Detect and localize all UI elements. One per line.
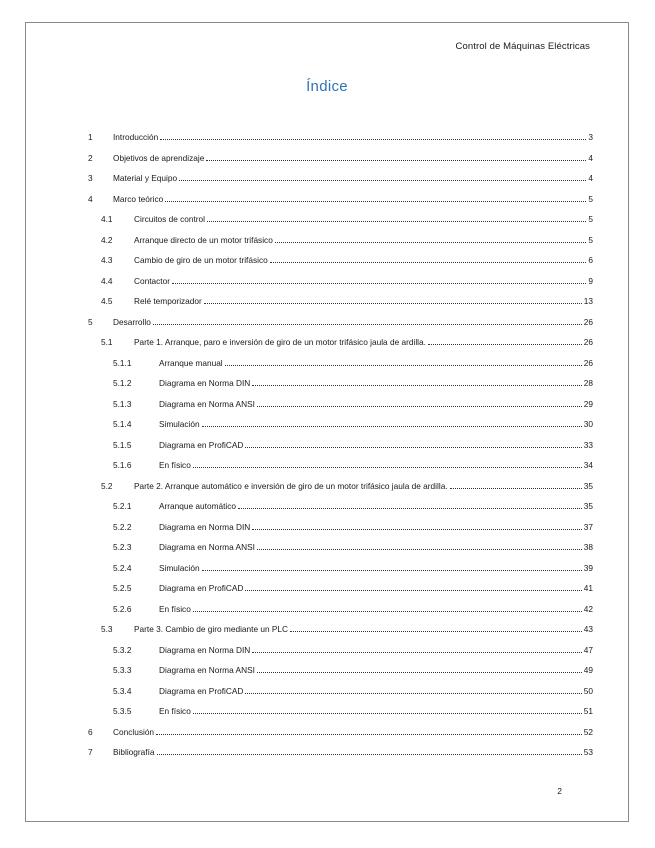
toc-entry-page: 13 <box>583 296 593 306</box>
toc-entry-number: 7 <box>88 747 93 757</box>
toc-entry[interactable] <box>88 746 593 758</box>
toc-leader-dots <box>252 652 581 653</box>
toc-entry[interactable] <box>88 726 593 738</box>
toc-leader-dots <box>428 344 582 345</box>
toc-entry[interactable] <box>88 603 593 615</box>
toc-entry[interactable] <box>88 685 593 697</box>
toc-entry-title: Diagrama en Norma ANSI <box>159 398 255 409</box>
toc-entry-number: 3 <box>88 173 93 183</box>
toc-leader-dots <box>193 713 582 714</box>
toc-entry-number: 5.2.2 <box>113 521 132 532</box>
toc-entry-page: 26 <box>583 337 593 347</box>
toc-entry[interactable] <box>88 275 593 287</box>
toc-entry-number: 5.1 <box>101 337 113 347</box>
toc-entry-number: 5.1.2 <box>113 378 132 388</box>
toc-entry-title: Parte 1. Arranque, paro e inversión de giro de un motor trifásico jaula de ardilla. <box>134 337 426 347</box>
toc-entry[interactable] <box>88 295 593 307</box>
toc-entry-page: 4 <box>588 173 593 183</box>
toc-entry[interactable] <box>88 459 593 471</box>
toc-entry-page: 6 <box>588 255 593 265</box>
toc-entry-page: 52 <box>583 726 593 737</box>
toc-leader-dots <box>290 631 582 632</box>
toc-leader-dots <box>207 221 586 222</box>
toc-entry[interactable] <box>88 254 593 266</box>
document-page <box>25 22 629 822</box>
toc-entry-title: Diagrama en Norma ANSI <box>159 542 255 552</box>
toc-entry-page: 43 <box>583 624 593 634</box>
toc-title: Índice <box>306 78 348 95</box>
toc-entry[interactable] <box>88 439 593 451</box>
toc-entry[interactable] <box>88 213 593 225</box>
toc-entry[interactable] <box>88 131 593 143</box>
toc-entry-title: Desarrollo <box>113 316 151 327</box>
toc-entry-page: 39 <box>583 562 593 573</box>
toc-entry-number: 4.1 <box>101 214 113 224</box>
toc-leader-dots <box>257 672 582 673</box>
toc-entry-title: Simulación <box>159 419 200 429</box>
toc-leader-dots <box>204 303 582 304</box>
toc-leader-dots <box>160 139 586 140</box>
toc-entry-number: 5.3.5 <box>113 706 132 716</box>
toc-entry-number: 4.2 <box>101 234 113 245</box>
toc-entry-title: Objetivos de aprendizaje <box>113 152 205 163</box>
toc-entry-page: 53 <box>583 747 593 757</box>
toc-leader-dots <box>156 734 582 735</box>
toc-entry-title: Simulación <box>159 562 200 573</box>
toc-entry-page: 30 <box>583 419 593 429</box>
toc-entry-page: 35 <box>583 480 593 491</box>
toc-entry[interactable] <box>88 705 593 717</box>
toc-entry-number: 5.2.1 <box>113 501 132 511</box>
toc-leader-dots <box>179 180 586 181</box>
toc-entry[interactable] <box>88 521 593 533</box>
toc-entry-title: Diagrama en ProfiCAD <box>159 583 244 593</box>
toc-entry-number: 5.2.4 <box>113 562 132 573</box>
toc-leader-dots <box>275 242 587 243</box>
toc-entry[interactable] <box>88 377 593 389</box>
toc-entry-title: Diagrama en ProfiCAD <box>159 439 244 450</box>
toc-leader-dots <box>450 488 582 489</box>
toc-entry[interactable] <box>88 316 593 328</box>
toc-entry-title: Material y Equipo <box>113 173 178 183</box>
toc-entry[interactable] <box>88 234 593 246</box>
toc-entry-number: 5.2.5 <box>113 583 132 593</box>
toc-entry-title: Arranque automático <box>159 501 237 511</box>
toc-entry[interactable] <box>88 644 593 656</box>
toc-entry-number: 5.2.3 <box>113 542 132 552</box>
toc-entry-page: 50 <box>583 685 593 696</box>
toc-entry-title: En físico <box>159 706 191 716</box>
toc-entry-title: Parte 3. Cambio de giro mediante un PLC <box>134 624 289 634</box>
toc-entry-page: 33 <box>583 439 593 450</box>
toc-entry-page: 26 <box>583 357 593 368</box>
toc-entry-page: 37 <box>583 521 593 532</box>
toc-leader-dots <box>202 570 582 571</box>
toc-entry-page: 42 <box>583 603 593 614</box>
toc-entry[interactable] <box>88 541 593 553</box>
toc-entry-title: Marco teórico <box>113 193 164 204</box>
toc-entry-page: 29 <box>583 398 593 409</box>
toc-entry[interactable] <box>88 193 593 205</box>
toc-entry[interactable] <box>88 418 593 430</box>
toc-entry-title: Circuitos de control <box>134 214 206 224</box>
toc-leader-dots <box>245 693 581 694</box>
toc-leader-dots <box>153 324 582 325</box>
toc-entry-page: 38 <box>583 542 593 552</box>
toc-entry-title: En físico <box>159 603 191 614</box>
toc-entry-page: 51 <box>583 706 593 716</box>
toc-leader-dots <box>257 406 582 407</box>
toc-entry-title: Bibliografía <box>113 747 155 757</box>
toc-entry-page: 3 <box>588 132 593 142</box>
toc-entry-title: Parte 2. Arranque automático e inversión de giro de un motor trifásico jaula de ardilla. <box>134 480 448 491</box>
toc-entry-page: 47 <box>583 644 593 655</box>
toc-entry[interactable] <box>88 398 593 410</box>
toc-entry-title: Arranque manual <box>159 357 223 368</box>
toc-leader-dots <box>252 529 581 530</box>
toc-entry[interactable] <box>88 152 593 164</box>
toc-leader-dots <box>193 467 582 468</box>
toc-leader-dots <box>270 262 587 263</box>
toc-entry-number: 5.1.6 <box>113 460 132 470</box>
toc-entry-title: Diagrama en Norma ANSI <box>159 665 255 675</box>
toc-entry-number: 2 <box>88 152 93 163</box>
toc-leader-dots <box>245 447 581 448</box>
toc-entry-page: 28 <box>583 378 593 388</box>
toc-entry-title: Conclusión <box>113 726 155 737</box>
toc-entry-title: Introducción <box>113 132 159 142</box>
toc-entry-page: 5 <box>588 214 593 224</box>
toc-entry-title: Diagrama en ProfiCAD <box>159 685 244 696</box>
toc-entry-number: 5.3.2 <box>113 644 132 655</box>
toc-leader-dots <box>252 385 581 386</box>
toc-entry-title: Arranque directo de un motor trifásico <box>134 234 273 245</box>
toc-entry-number: 5.2 <box>101 480 113 491</box>
toc-leader-dots <box>157 754 582 755</box>
toc-entry[interactable] <box>88 357 593 369</box>
toc-entry-title: Diagrama en Norma DIN <box>159 378 251 388</box>
toc-entry-number: 5.1.1 <box>113 357 132 368</box>
toc-entry-number: 5.3.3 <box>113 665 132 675</box>
toc-entry-page: 34 <box>583 460 593 470</box>
toc-entry-number: 6 <box>88 726 93 737</box>
toc-entry[interactable] <box>88 480 593 492</box>
toc-leader-dots <box>225 365 582 366</box>
toc-entry-title: Diagrama en Norma DIN <box>159 644 251 655</box>
toc-leader-dots <box>245 590 581 591</box>
toc-leader-dots <box>206 160 586 161</box>
toc-entry[interactable] <box>88 623 593 635</box>
toc-leader-dots <box>193 611 582 612</box>
toc-entry-number: 5.1.4 <box>113 419 132 429</box>
toc-leader-dots <box>165 201 586 202</box>
toc-entry-title: Cambio de giro de un motor trifásico <box>134 255 268 265</box>
toc-entry-page: 5 <box>588 193 593 204</box>
toc-entry-number: 5.3.4 <box>113 685 132 696</box>
toc-entry-number: 4.4 <box>101 275 113 286</box>
toc-leader-dots <box>202 426 582 427</box>
toc-entry[interactable] <box>88 172 593 184</box>
toc-entry-page: 41 <box>583 583 593 593</box>
toc-entry-number: 5.3 <box>101 624 113 634</box>
running-header: Control de Máquinas Eléctricas <box>455 41 590 52</box>
toc-entry-page: 4 <box>588 152 593 163</box>
toc-entry-number: 1 <box>88 132 93 142</box>
toc-entry-page: 5 <box>588 234 593 245</box>
toc-entry-page: 49 <box>583 665 593 675</box>
toc-entry[interactable] <box>88 562 593 574</box>
toc-leader-dots <box>172 283 586 284</box>
toc-entry-number: 4 <box>88 193 93 204</box>
toc-entry-page: 9 <box>588 275 593 286</box>
toc-entry-title: Relé temporizador <box>134 296 202 306</box>
page-number: 2 <box>557 786 562 796</box>
toc-entry-number: 5 <box>88 316 93 327</box>
toc-entry-number: 5.1.5 <box>113 439 132 450</box>
toc-entry[interactable] <box>88 500 593 512</box>
toc-entry-number: 5.2.6 <box>113 603 132 614</box>
toc-entry-number: 4.5 <box>101 296 113 306</box>
toc-leader-dots <box>238 508 582 509</box>
toc-entry-page: 35 <box>583 501 593 511</box>
toc-entry-number: 4.3 <box>101 255 113 265</box>
toc-leader-dots <box>257 549 582 550</box>
toc-entry-title: En físico <box>159 460 191 470</box>
toc-entry-title: Diagrama en Norma DIN <box>159 521 251 532</box>
toc-entry-page: 26 <box>583 316 593 327</box>
toc-entry[interactable] <box>88 582 593 594</box>
toc-entry[interactable] <box>88 664 593 676</box>
toc-entry-title: Contactor <box>134 275 170 286</box>
toc-entry-number: 5.1.3 <box>113 398 132 409</box>
toc-entry[interactable] <box>88 336 593 348</box>
